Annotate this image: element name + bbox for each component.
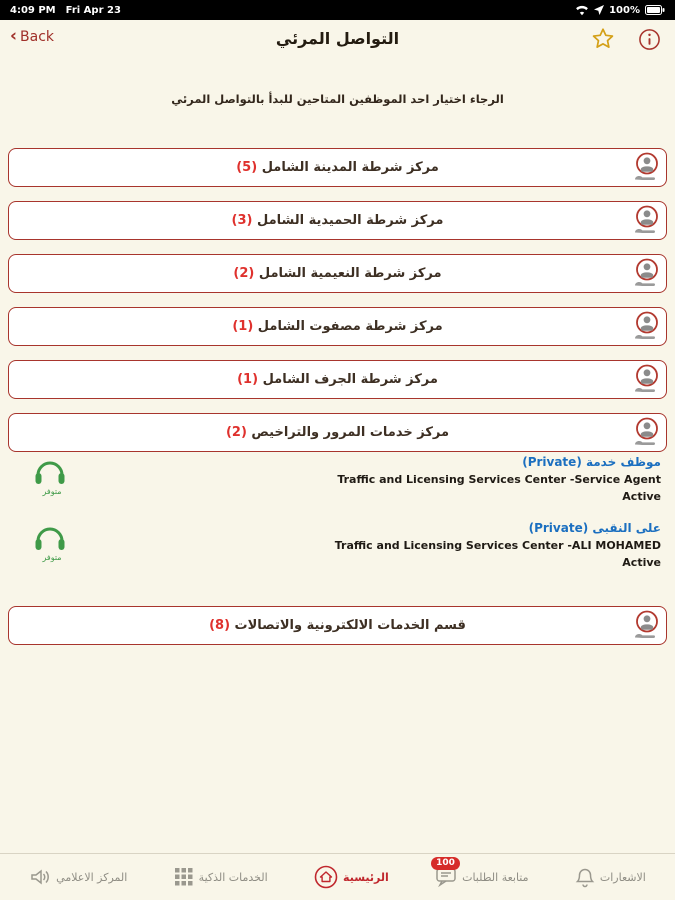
center-row-masfout[interactable] <box>8 307 667 346</box>
tab-track-requests[interactable] <box>435 858 529 887</box>
nav-bar <box>0 20 675 62</box>
headset-icon <box>30 523 74 555</box>
wifi-icon <box>575 5 589 16</box>
tab-label: الخدمات الذكية <box>198 870 268 884</box>
battery-percent: 100% <box>609 4 640 16</box>
center-label: مركز خدمات المرور والتراخيص (2) <box>225 425 450 440</box>
status-time: 4:09 PM <box>10 4 56 16</box>
grid-icon <box>174 867 194 887</box>
available-count: (1) <box>237 372 259 387</box>
center-row-humaidiya[interactable] <box>8 201 667 240</box>
media-center-icon <box>29 867 51 887</box>
center-label: مركز شرطة الحميدية الشامل (3) <box>231 213 444 228</box>
agent-person-icon <box>630 417 661 448</box>
tab-bar <box>0 853 675 900</box>
agent-name: موظف خدمة (Private) <box>522 455 661 469</box>
tab-smart-services[interactable] <box>174 867 268 887</box>
notifications-icon <box>575 867 595 888</box>
status-bar <box>0 0 675 20</box>
center-label: مركز شرطة النعيمية الشامل (2) <box>233 266 442 281</box>
available-count: (2) <box>233 266 255 281</box>
agent-item-service-agent[interactable] <box>8 449 667 511</box>
available-count: (8) <box>209 618 231 633</box>
tab-label: المركز الاعلامي <box>56 870 128 884</box>
agent-status: Active <box>622 556 661 569</box>
available-count: (2) <box>225 425 247 440</box>
agent-person-icon <box>630 364 661 395</box>
availability-label: متوفر <box>42 553 62 562</box>
agent-status: Active <box>622 490 661 503</box>
agent-name: على النقبى (Private) <box>528 521 661 535</box>
tab-label: الاشعارات <box>599 870 646 884</box>
tab-home[interactable] <box>314 865 389 889</box>
center-row-madina[interactable] <box>8 148 667 187</box>
info-icon[interactable] <box>638 28 661 51</box>
available-count: (3) <box>231 213 253 228</box>
favorite-star-icon[interactable] <box>590 26 616 52</box>
center-label: مركز شرطة مصفوت الشامل (1) <box>232 319 443 334</box>
requests-badge: 100 <box>431 857 460 870</box>
availability-label: متوفر <box>42 487 62 496</box>
agent-person-icon <box>630 610 661 641</box>
tab-label: متابعة الطلبات <box>462 870 529 884</box>
center-label: مركز شرطة المدينة الشامل (5) <box>236 160 439 175</box>
tab-label: الرئيسية <box>343 870 389 884</box>
tab-notifications[interactable] <box>575 867 646 888</box>
center-row-jurf[interactable] <box>8 360 667 399</box>
requests-icon <box>435 867 457 887</box>
center-row-eservices-department[interactable] <box>8 606 667 645</box>
agent-person-icon <box>630 258 661 289</box>
agent-person-icon <box>630 205 661 236</box>
back-label: Back <box>20 28 55 45</box>
agent-item-ali-mohamed[interactable] <box>8 515 667 577</box>
center-row-traffic-licensing[interactable] <box>8 413 667 452</box>
battery-icon <box>645 5 665 15</box>
page-title: التواصل المرئي <box>275 29 400 48</box>
agent-person-icon <box>630 311 661 342</box>
center-label: قسم الخدمات الالكترونية والاتصالات (8) <box>209 618 466 633</box>
headset-icon <box>30 457 74 489</box>
center-row-nuaimiya[interactable] <box>8 254 667 293</box>
agent-person-icon <box>630 152 661 183</box>
instruction-text: الرجاء اختيار احد الموظفين المتاحين للبدأ بالتواصل المرئي <box>171 92 504 106</box>
back-chevron-icon: ‹ <box>10 26 18 46</box>
agent-organization: Traffic and Licensing Services Center -Service Agent <box>337 473 661 486</box>
available-count: (1) <box>232 319 254 334</box>
tab-media-center[interactable] <box>29 867 127 887</box>
center-list <box>8 148 667 452</box>
available-count: (5) <box>236 160 258 175</box>
home-icon <box>314 865 338 889</box>
center-label: مركز شرطة الجرف الشامل (1) <box>237 372 438 387</box>
location-arrow-icon <box>594 5 604 15</box>
status-date: Fri Apr 23 <box>65 4 121 16</box>
agent-organization: Traffic and Licensing Services Center -ALI MOHAMED <box>334 539 661 552</box>
